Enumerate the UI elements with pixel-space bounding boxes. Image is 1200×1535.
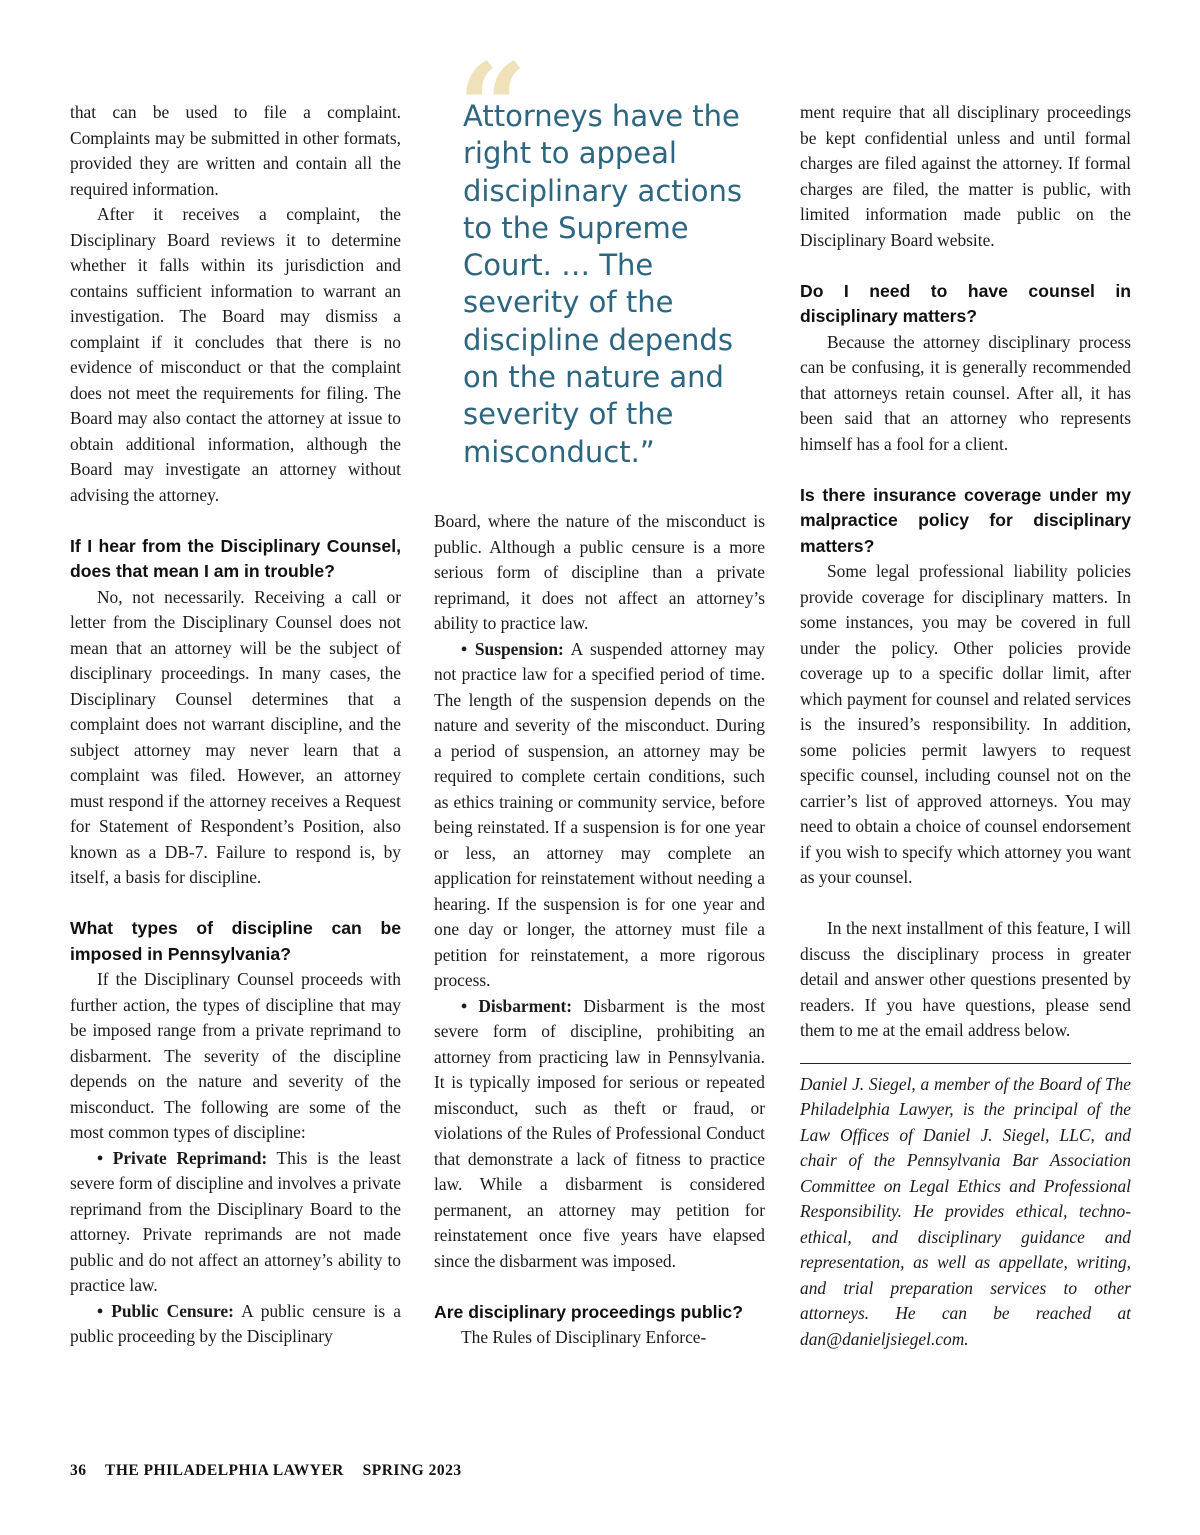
bullet-text: A suspended attorney may not practice law for a specified period of time. The length of the suspension depends on the nature and severity of the misconduct. During a period of suspension, an attorney may be required to complete certain conditions, such as ethics training or community service, before being reinstated. If a suspension is for one year or less, an attorney may complete an application for reinstatement without needing a hearing. If the suspension is for one year and one day or longer, the attorney must file a petition for reinstatement, a more rigorous process. xyxy=(434,638,765,990)
pull-quote: Attorneys have the right to appeal disciplinary actions to the Supreme Court. … The severity of the discipline depends on the nature and severity of the misconduct.” xyxy=(463,99,742,469)
paragraph: Board, where the nature of the misconduct is public. Although a public censure is a more serious form of discipline than a private reprimand, it does not affect an attorney’s ability to practice law. xyxy=(434,511,765,633)
spacer xyxy=(800,891,1131,917)
quote-mark-icon: “ xyxy=(458,37,528,178)
section-heading: Are disciplinary proceedings public? xyxy=(434,1301,743,1322)
publication-name: THE PHILADELPHIA LAWYER xyxy=(104,1462,344,1479)
paragraph: After it receives a complaint, the Disciplinary Board reviews it to determine whether it falls within its jurisdiction and contains sufficient information to warrant an investigation. The Board may dismiss a complaint if it concludes that there is no evidence of misconduct or that the complaint does not meet the requirements for filing. The Board may also contact the attorney at issue to obtain additional information, although the Board may investigate an attorney without advising the attorney. xyxy=(70,204,401,505)
paragraph: Some legal professional liability policies provide coverage for disciplinary matters. In some instances, you may be covered in full under the policy. Other policies provide coverage up to a specific dollar limit, after which payment for counsel and related services is the insured’s responsibility. In addition, some policies permit lawyers to request specific counsel, including counsel not on the carrier’s list of approved attorneys. You may need to obtain a choice of counsel endorsement if you wish to specify which attorney you want as your counsel. xyxy=(800,561,1131,887)
article-column-2 xyxy=(434,509,765,1351)
paragraph: If the Disciplinary Counsel proceeds with further action, the types of discipline that may be imposed range from a private reprimand to disbarment. The severity of the discipline depends on the nature and severity of the misconduct. The following are some of the most common types of discipline: xyxy=(70,969,401,1142)
section-heading: Is there insurance coverage under my malpractice policy for disciplinary matters? xyxy=(800,484,1131,556)
bullet-paragraph xyxy=(434,994,765,1275)
article-column-1 xyxy=(70,100,401,1350)
section-heading: Do I need to have counsel in disciplinary matters? xyxy=(800,280,1131,326)
paragraph: No, not necessarily. Receiving a call or letter from the Disciplinary Counsel does not mean that an attorney will be the subject of disciplinary proceedings. In many cases, the Disciplinary Counsel determines that a complaint does not warrant discipline, and the subject attorney may never learn that a complaint was filed. However, an attorney must respond if the attorney receives a Request for Statement of Respondent’s Position, also known as a DB-7. Failure to respond is, by itself, a basis for discipline. xyxy=(70,586,401,887)
page-footer xyxy=(70,1462,462,1480)
page-number: 36 xyxy=(70,1462,87,1479)
paragraph: In the next installment of this feature, I will discuss the disciplinary process in greater detail and answer other questions presented by readers. If you have questions, please send them to me at the email address below. xyxy=(800,918,1131,1040)
bullet-paragraph xyxy=(434,637,765,994)
bullet-label: • Private Reprimand: xyxy=(97,1147,268,1168)
author-bio: Daniel J. Siegel, a member of the Board of The Philadelphia Lawyer, is the principal of the Law Offices of Daniel J. Siegel, LLC, and chair of the Pennsylvania Bar Association Committee on Legal Ethics and Professional Responsibility. He provides ethical, techno-ethical, and disciplinary guidance and representation, as well as appellate, writing, and trial preparation services to other attorneys. He can be reached at dan@danieljsiegel.com. xyxy=(800,1073,1131,1349)
bullet-label: • Suspension: xyxy=(461,638,564,659)
paragraph: ment require that all disciplinary proceedings be kept confidential unless and until formal charges are filed against the attorney. If formal charges are filed, the matter is public, with limited information made public on the Disciplinary Board website. xyxy=(800,102,1131,250)
bullet-text: Disbarment is the most severe form of discipline, prohibiting an attorney from practicing law in Pennsylvania. It is typically imposed for serious or repeated misconduct, such as theft or fraud, or violations of the Rules of Professional Conduct that demonstrate a lack of fitness to practice law. While a disbarment is considered permanent, an attorney may petition for reinstatement once five years have elapsed since the disbarment was imposed. xyxy=(434,995,765,1271)
spacer xyxy=(70,508,401,534)
paragraph: that can be used to file a complaint. Complaints may be submitted in other formats, provided they are written and contain all the required information. xyxy=(70,102,401,199)
bullet-text: A public censure is a public proceeding by the Disciplinary xyxy=(70,1300,401,1346)
section-heading: What types of discipline can be imposed in Pennsylvania? xyxy=(70,918,401,964)
paragraph: Because the attorney disciplinary process can be confusing, it is generally recommended that attorneys retain counsel. After all, it has been said that an attorney who represents himself has a fool for a client. xyxy=(800,331,1131,454)
bullet-label: • Disbarment: xyxy=(461,995,573,1016)
divider xyxy=(800,1063,1131,1064)
bullet-label: • Public Censure: xyxy=(97,1300,234,1321)
issue-date: SPRING 2023 xyxy=(362,1462,462,1479)
article-column-3 xyxy=(800,100,1131,1352)
bullet-paragraph xyxy=(70,1299,401,1350)
section-heading: If I hear from the Disciplinary Counsel, does that mean I am in trouble? xyxy=(70,535,401,581)
bullet-paragraph xyxy=(70,1146,401,1299)
paragraph: The Rules of Disciplinary Enforce- xyxy=(461,1327,707,1347)
bullet-text: This is the least severe form of discipline and involves a private reprimand from the Disciplinary Board to the attorney. Private reprimands are not made public and do not affect an attorney’s ability to practice law. xyxy=(70,1147,401,1295)
